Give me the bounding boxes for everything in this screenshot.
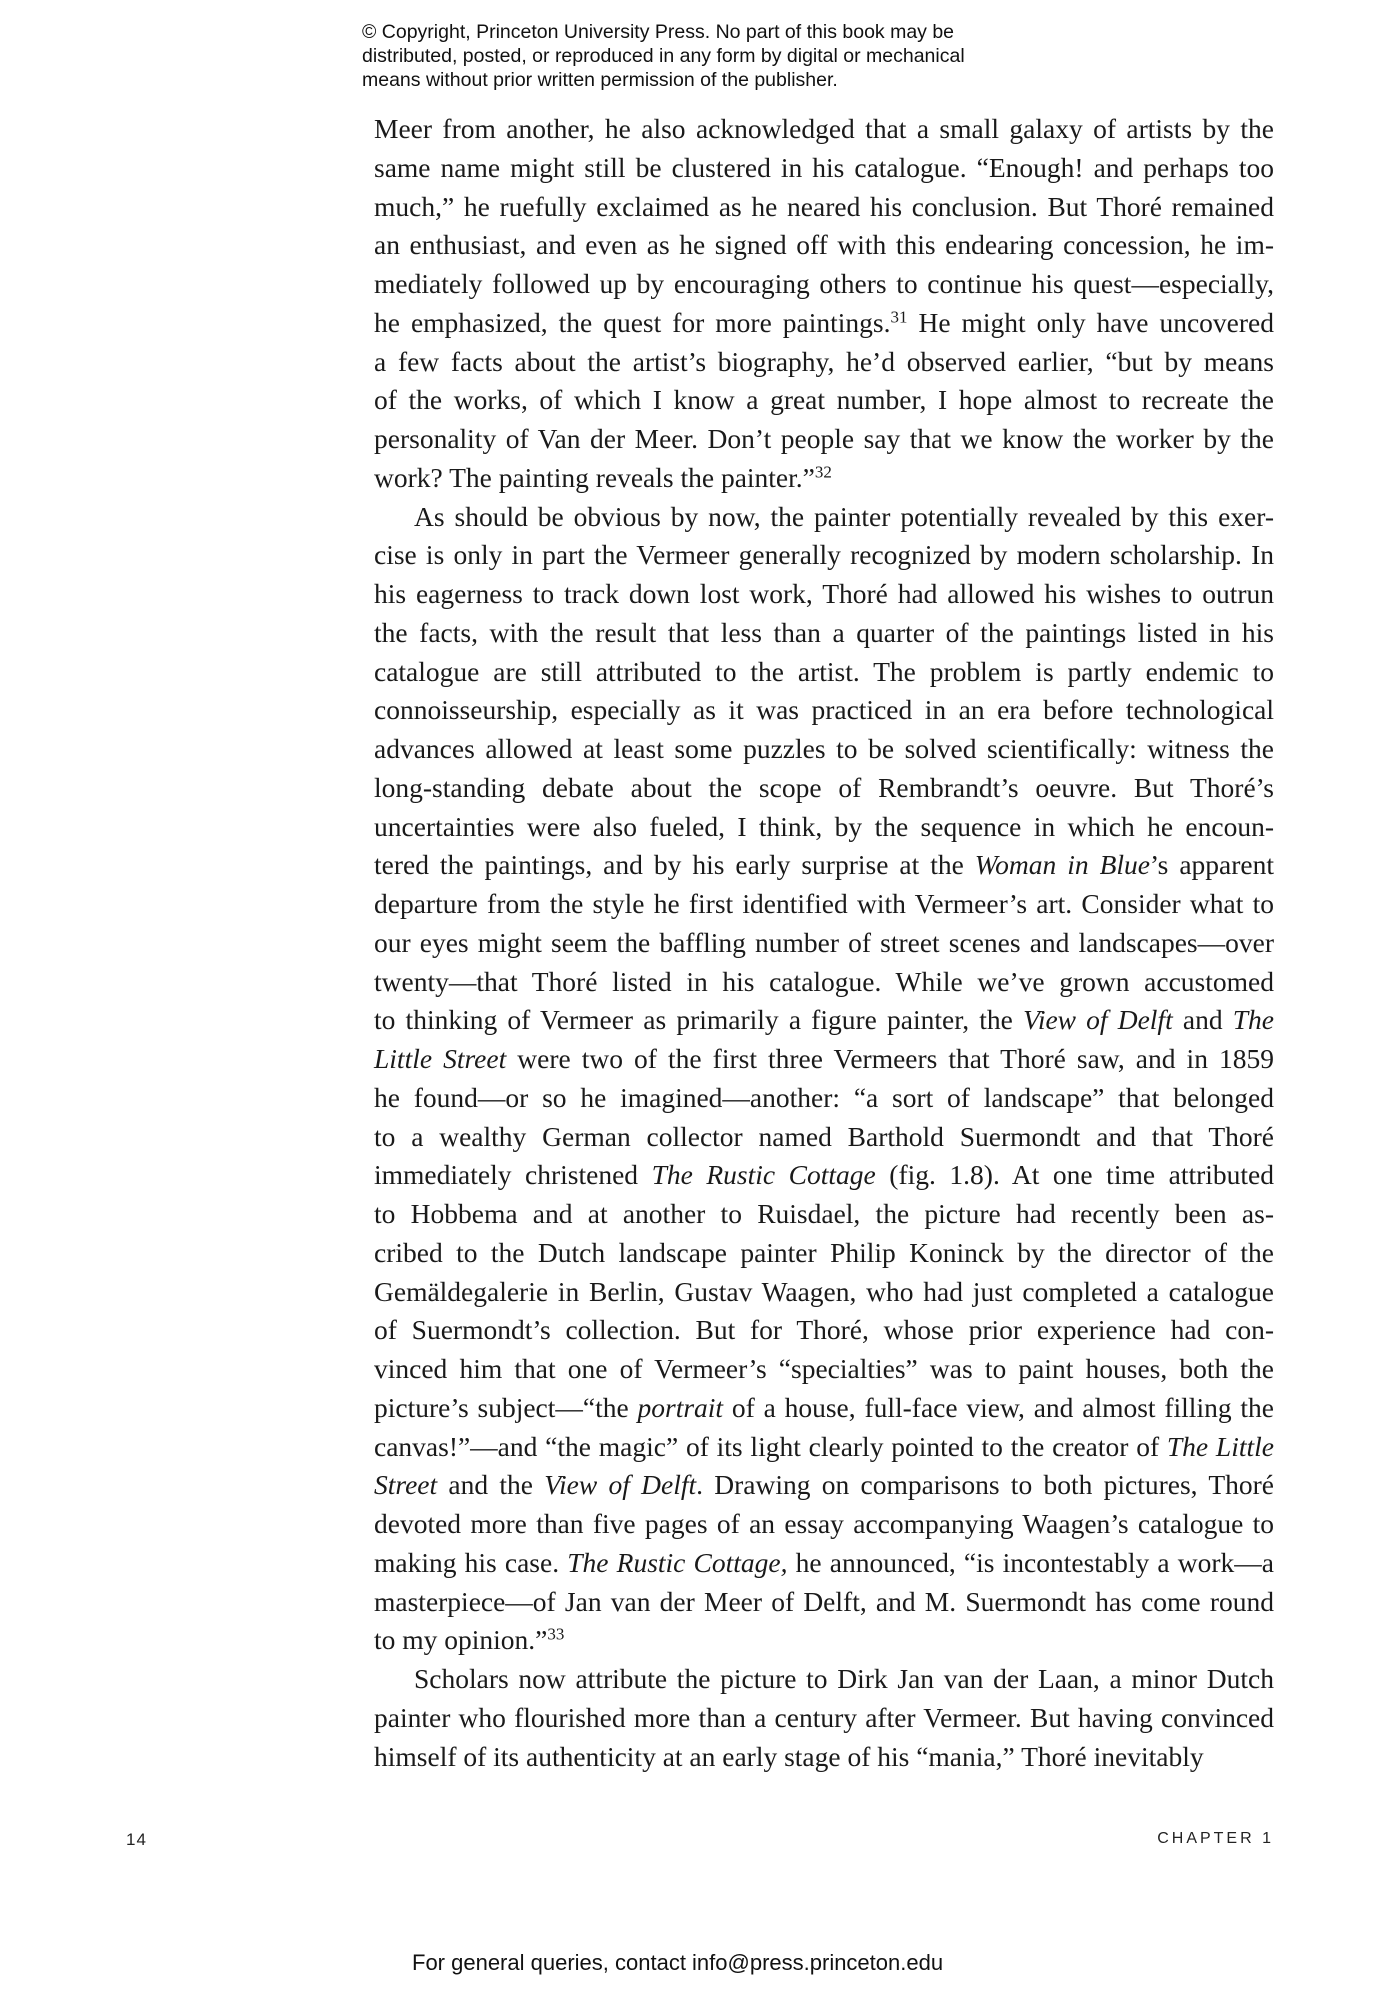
text-run: departure from the style he first identified with Vermeer’s art. Consider what to [374, 888, 1274, 919]
text-run: cribed to the Dutch landscape painter Philip Koninck by the director of the [374, 1236, 1274, 1268]
text-run: long-standing debate about the scope of Rembrandt’s oeuvre. But Thoré’s [374, 771, 1274, 803]
text-run: devoted more than five pages of an essay accompanying Waagen’s catalogue to [374, 1508, 1274, 1539]
copyright-line: distributed, posted, or reproduced in any form by digital or mechanical [362, 45, 965, 67]
text-run: his eagerness to track down lost work, Thoré had allowed his wishes to outrun [374, 578, 1274, 609]
text-run: personality of Van der Meer. Don’t people say that we know the worker by the [374, 423, 1274, 454]
text-line [374, 614, 1274, 653]
text-line [374, 963, 1274, 1002]
text-run: he emphasized, the quest for more paintings. [374, 306, 891, 338]
text-run: tered the paintings, and by his early surprise at the [374, 849, 975, 881]
text-run: uncertainties were also fueled, I think, by the sequence in which he encoun- [374, 810, 1274, 842]
text-run: same name might still be clustered in his catalogue. “Enough! and perhaps too [374, 151, 1274, 183]
text-run: to my opinion.” [374, 1624, 548, 1656]
italic-title: The [1232, 1004, 1274, 1036]
text-run: and the [437, 1469, 545, 1501]
text-run: Meer from another, he also acknowledged that a small galaxy of artists by the [374, 113, 1274, 144]
text-line [374, 1156, 1274, 1195]
italic-title: The Rustic Cottage, [567, 1546, 788, 1578]
text-run: vinced him that one of Vermeer’s “specialties” was to paint houses, both the [374, 1353, 1274, 1384]
text-run: (fig. 1.8). At one time attributed [875, 1159, 1274, 1191]
text-run: ’s apparent [1150, 849, 1274, 881]
text-line [374, 924, 1274, 963]
text-run: immediately christened [374, 1159, 652, 1191]
text-run: . Drawing on comparisons to both pictures, Thoré [696, 1469, 1274, 1501]
text-run: of Suermondt’s collection. But for Thoré, whose prior experience had con- [374, 1314, 1274, 1346]
body-text [374, 110, 1274, 1776]
italic-title: The Little [1166, 1430, 1274, 1462]
text-run: connoisseurship, especially as it was practiced in an era before technological [374, 694, 1274, 726]
text-line [374, 1699, 1274, 1738]
text-line [374, 808, 1274, 847]
text-line [374, 1505, 1274, 1544]
text-line [374, 536, 1274, 575]
text-line [374, 149, 1274, 188]
text-run: He might only have uncovered [907, 306, 1274, 338]
italic-title: portrait [637, 1391, 724, 1423]
text-line [374, 1195, 1274, 1234]
text-line [374, 1660, 1274, 1699]
text-line [374, 381, 1274, 420]
text-run: our eyes might seem the baffling number of street scenes and landscapes—over [374, 926, 1274, 958]
text-line [374, 1273, 1274, 1312]
italic-title: The Rustic Cottage [651, 1159, 876, 1191]
text-line [374, 1583, 1274, 1622]
running-head: CHAPTER 1 [1157, 1830, 1274, 1847]
text-line [374, 1389, 1274, 1428]
text-run: were two of the first three Vermeers that Thoré saw, and in 1859 [506, 1043, 1274, 1074]
text-line [374, 498, 1274, 537]
footer-contact: For general queries, contact info@press.princeton.edu [412, 1950, 944, 1975]
text-line [374, 226, 1274, 265]
text-line [374, 188, 1274, 227]
italic-title: View of Delft [544, 1469, 697, 1501]
text-run: Gemäldegalerie in Berlin, Gustav Waagen, who had just completed a catalogue [374, 1275, 1274, 1307]
text-line [374, 1079, 1274, 1118]
copyright-line: © Copyright, Princeton University Press. No part of this book may be [362, 21, 955, 43]
text-run: himself of its authenticity at an early stage of his “mania,” Thoré inevitably [374, 1740, 1204, 1772]
italic-title: Little Street [374, 1043, 507, 1074]
text-line [374, 846, 1274, 885]
text-line [374, 1544, 1274, 1583]
text-run: a few facts about the artist’s biography, he’d observed earlier, “but by means [374, 345, 1274, 377]
text-line [374, 885, 1274, 924]
text-run: work? The painting reveals the painter.” [374, 461, 815, 493]
text-line [374, 1040, 1274, 1079]
text-run: twenty—that Thoré listed in his catalogue. While we’ve grown accustomed [374, 965, 1274, 997]
text-line [374, 1234, 1274, 1273]
text-line [374, 1118, 1274, 1157]
text-run: to a wealthy German collector named Barthold Suermondt and that Thoré [374, 1120, 1274, 1152]
text-line [374, 1428, 1274, 1467]
italic-title: Street [374, 1469, 438, 1501]
footnote-ref: 32 [814, 462, 832, 482]
text-run: masterpiece—of Jan van der Meer of Delft, and M. Suermondt has come round [374, 1585, 1274, 1617]
text-line [374, 420, 1274, 459]
text-line [374, 1001, 1274, 1040]
text-line [374, 691, 1274, 730]
text-line [374, 304, 1274, 343]
text-line [374, 459, 1274, 498]
text-run: mediately followed up by encouraging others to continue his quest—especially, [374, 268, 1274, 299]
text-run: catalogue are still attributed to the artist. The problem is partly endemic to [374, 655, 1274, 687]
text-run: picture’s subject—“the [374, 1391, 638, 1423]
text-run: advances allowed at least some puzzles to be solved scientifically: witness the [374, 733, 1274, 764]
text-line [374, 1350, 1274, 1389]
text-run: and [1172, 1004, 1233, 1036]
text-run: painter who flourished more than a century after Vermeer. But having convinced [374, 1701, 1274, 1733]
italic-title: View of Delft [1023, 1004, 1173, 1036]
text-run: much,” he ruefully exclaimed as he neared his conclusion. But Thoré remained [374, 190, 1274, 222]
text-run: canvas!”—and “the magic” of its light clearly pointed to the creator of [374, 1430, 1167, 1462]
text-run: the facts, with the result that less than a quarter of the paintings listed in his [374, 616, 1274, 648]
footnote-ref: 33 [547, 1624, 565, 1644]
text-run: Scholars now attribute the picture to Dirk Jan van der Laan, a minor Dutch [414, 1663, 1274, 1694]
text-line [374, 575, 1274, 614]
text-run: to Hobbema and at another to Ruisdael, the picture had recently been as- [374, 1198, 1274, 1229]
text-run: cise is only in part the Vermeer generally recognized by modern scholarship. In [374, 539, 1274, 571]
text-run: he found—or so he imagined—another: “a sort of landscape” that belonged [374, 1081, 1274, 1113]
page-number: 14 [126, 1830, 147, 1849]
text-line [374, 1311, 1274, 1350]
text-line [374, 265, 1274, 304]
text-line [374, 730, 1274, 769]
text-line [374, 1738, 1274, 1777]
text-run: to thinking of Vermeer as primarily a figure painter, the [374, 1004, 1024, 1036]
text-line [374, 653, 1274, 692]
copyright-notice [362, 20, 1062, 92]
footnote-ref: 31 [890, 307, 908, 327]
text-run: making his case. [374, 1546, 568, 1578]
text-line [374, 1466, 1274, 1505]
text-run: of a house, full-face view, and almost filling the [723, 1391, 1274, 1423]
text-line [374, 1621, 1274, 1660]
text-run: As should be obvious by now, the painter potentially revealed by this exer- [414, 500, 1274, 532]
text-line [374, 343, 1274, 382]
copyright-line: means without prior written permission of the publisher. [362, 69, 838, 91]
text-line [374, 110, 1274, 149]
text-run: of the works, of which I know a great number, I hope almost to recreate the [374, 384, 1274, 416]
text-line [374, 769, 1274, 808]
text-run: he announced, “is incontestably a work—a [787, 1546, 1275, 1578]
text-run: an enthusiast, and even as he signed off with this endearing concession, he im- [374, 229, 1274, 261]
italic-title: Woman in Blue [974, 849, 1151, 881]
